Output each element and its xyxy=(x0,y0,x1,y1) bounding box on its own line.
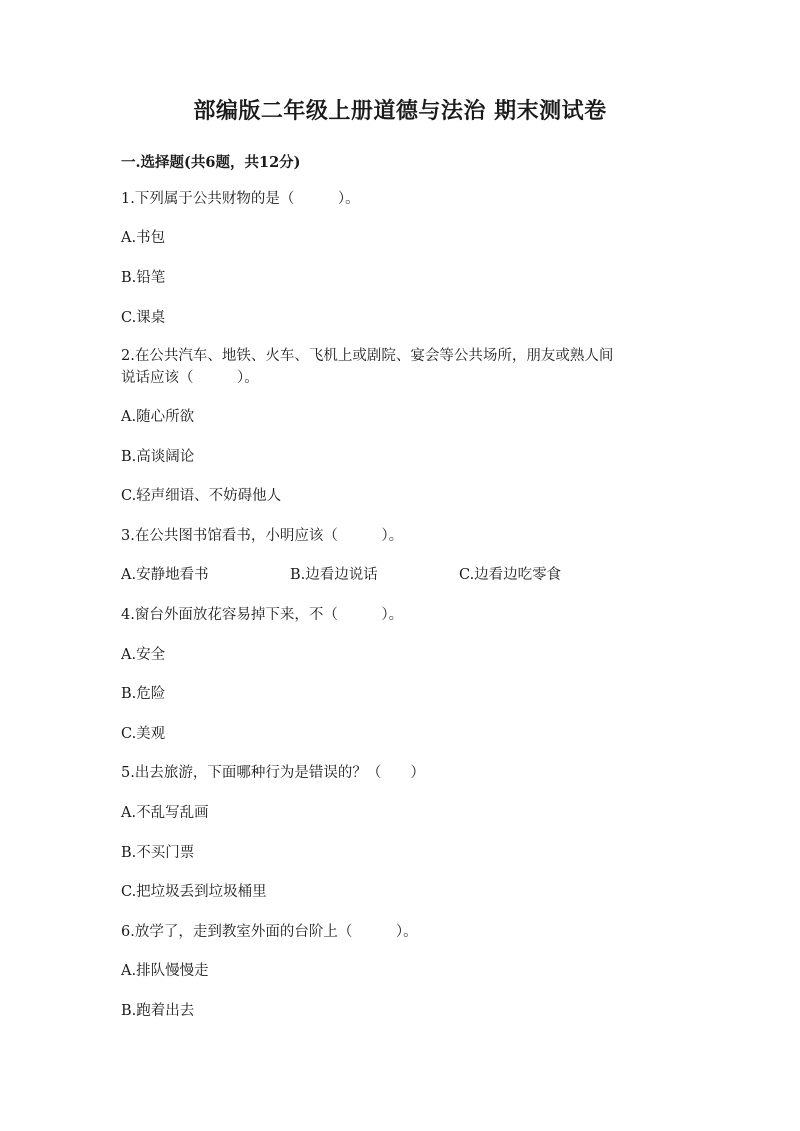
question-2-stem-line-1: 2.在公共汽车、地铁、火车、飞机上或剧院、宴会等公共场所，朋友或熟人间 xyxy=(121,348,614,364)
question-3-options-row xyxy=(121,565,681,585)
question-4-option-c: C.美观 xyxy=(121,726,166,742)
question-3-option-b: B.边看边说话 xyxy=(290,567,378,583)
question-4-option-a: A.安全 xyxy=(121,647,166,663)
question-1-option-a: A.书包 xyxy=(121,230,166,246)
section-heading: 一.选择题(共6题，共12分) xyxy=(121,154,301,171)
question-6-option-a: A.排队慢慢走 xyxy=(121,963,209,979)
question-5-option-c: C.把垃圾丢到垃圾桶里 xyxy=(121,884,267,900)
question-2-option-a: A.随心所欲 xyxy=(121,409,195,425)
question-1-option-c: C.课桌 xyxy=(121,310,166,326)
question-5-option-b: B.不买门票 xyxy=(121,845,195,861)
question-2-option-c: C.轻声细语、不妨碍他人 xyxy=(121,488,282,504)
question-6-stem: 6.放学了，走到教室外面的台阶上（ ）。 xyxy=(121,924,418,940)
question-1-option-b: B.铅笔 xyxy=(121,270,166,286)
question-4-stem: 4.窗台外面放花容易掉下来，不（ ）。 xyxy=(121,607,404,623)
question-2-option-b: B.高谈阔论 xyxy=(121,449,195,465)
question-2-stem-line-2: 说话应该（ ）。 xyxy=(121,370,259,386)
question-3-option-a: A.安静地看书 xyxy=(121,567,209,583)
question-3-stem: 3.在公共图书馆看书，小明应该（ ）。 xyxy=(121,528,404,544)
question-5-stem: 5.出去旅游，下面哪种行为是错误的？（ ） xyxy=(121,765,425,781)
question-5-option-a: A.不乱写乱画 xyxy=(121,805,209,821)
question-6-option-b: B.跑着出去 xyxy=(121,1003,195,1019)
question-3-option-c: C.边看边吃零食 xyxy=(459,567,562,583)
question-1-stem: 1.下列属于公共财物的是（ ）。 xyxy=(121,191,360,207)
page-title: 部编版二年级上册道德与法治 期末测试卷 xyxy=(193,98,607,124)
question-4-option-b: B.危险 xyxy=(121,686,166,702)
